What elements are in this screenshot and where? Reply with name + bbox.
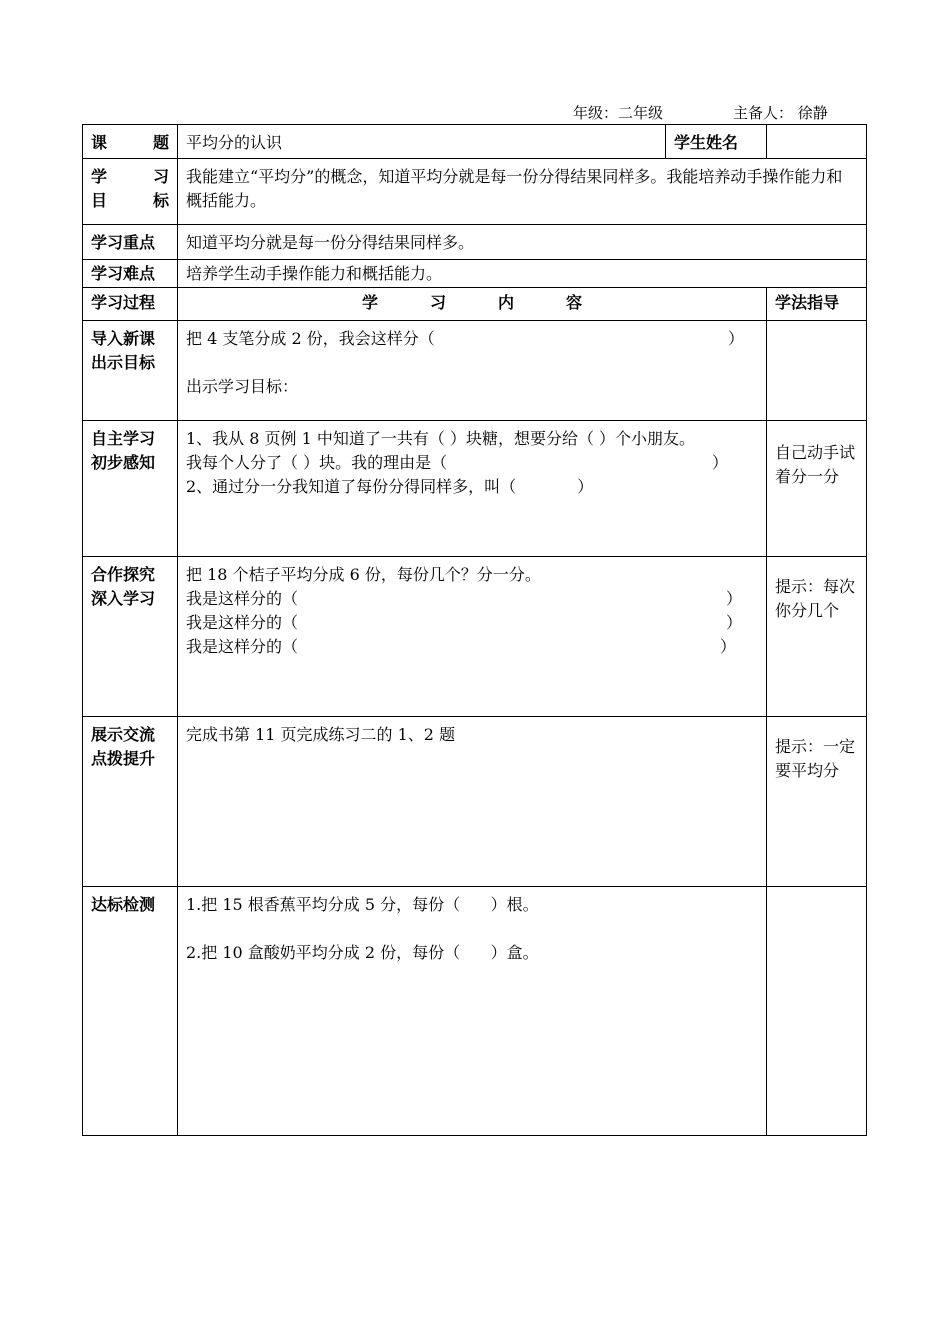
grade-label: 年级：二年级 xyxy=(573,104,664,122)
check-content-cell xyxy=(178,887,767,1136)
intro-line-2: 出示学习目标： xyxy=(186,377,299,396)
topic-label-char-1: 课 xyxy=(91,133,108,152)
intro-label-line-2: 出示目标 xyxy=(91,353,156,372)
cooperate-way-2-close: ） xyxy=(725,613,742,632)
process-label-cell xyxy=(83,288,178,321)
topic-value: 平均分的认识 xyxy=(186,133,283,152)
cooperate-label-line-1: 合作探究 xyxy=(91,565,156,584)
content-header-char-2: 习 xyxy=(429,293,446,312)
process-label: 学习过程 xyxy=(91,293,156,312)
self-study-label-line-1: 自主学习 xyxy=(91,429,156,448)
present-label-cell xyxy=(83,717,178,887)
present-guide: 提示：一定要平均分 xyxy=(775,737,856,780)
difficulty-label: 学习难点 xyxy=(91,264,156,283)
goal-label-char-1: 学 xyxy=(91,167,108,186)
cooperate-way-1 xyxy=(186,587,758,611)
guide-header: 学法指导 xyxy=(775,293,840,312)
focus-label: 学习重点 xyxy=(91,233,156,252)
difficulty-label-cell xyxy=(83,260,178,288)
goal-label-char-2: 习 xyxy=(152,167,169,186)
self-study-line-3: 2、通过分一分我知道了每份分得同样多，叫（ ） xyxy=(186,477,594,496)
present-label-line-2: 点拨提升 xyxy=(91,749,156,768)
student-name-label: 学生姓名 xyxy=(674,133,739,152)
cooperate-way-2 xyxy=(186,611,758,635)
cooperate-guide: 提示：每次你分几个 xyxy=(775,577,856,620)
content-header-char-1: 学 xyxy=(361,293,378,312)
goal-label-char-3: 目 xyxy=(91,191,108,210)
self-study-line-2-close: ） xyxy=(711,453,728,472)
intro-content-cell xyxy=(178,321,767,421)
cooperate-way-3 xyxy=(186,635,758,659)
content-header-cell xyxy=(178,288,767,321)
student-name-field[interactable] xyxy=(767,125,867,159)
self-study-line-2-text: 我每个人分了（ ）块。我的理由是（ xyxy=(186,453,448,472)
row-topic xyxy=(83,125,867,159)
self-study-guide: 自己动手试着分一分 xyxy=(775,443,856,486)
row-check xyxy=(83,887,867,1136)
content-header-char-4: 容 xyxy=(566,293,583,312)
present-content-cell xyxy=(178,717,767,887)
goal-label-char-4: 标 xyxy=(152,191,169,210)
cooperate-way-3-text: 我是这样分的（ xyxy=(186,637,299,656)
self-study-label-line-2: 初步感知 xyxy=(91,453,156,472)
lesson-plan-table xyxy=(82,124,867,1136)
cooperate-way-2-text: 我是这样分的（ xyxy=(186,613,299,632)
present-label-line-1: 展示交流 xyxy=(91,725,156,744)
row-present xyxy=(83,717,867,887)
present-line-1: 完成书第 11 页完成练习二的 1、2 题 xyxy=(186,725,456,744)
topic-label-char-2: 题 xyxy=(152,133,169,152)
goal-value-cell xyxy=(178,159,867,225)
goal-value: 我能建立“平均分”的概念，知道平均分就是每一份分得结果同样多。我能培养动手操作能力和概括能力。 xyxy=(186,167,843,210)
difficulty-value-cell xyxy=(178,260,867,288)
check-guide-cell xyxy=(767,887,867,1136)
cooperate-guide-cell xyxy=(767,557,867,717)
self-study-line-1: 1、我从 8 页例 1 中知道了一共有（ ）块糖，想要分给（ ）个小朋友。 xyxy=(186,429,696,448)
self-study-line-2 xyxy=(186,451,758,475)
present-guide-cell xyxy=(767,717,867,887)
row-process-header xyxy=(83,288,867,321)
guide-header-cell xyxy=(767,288,867,321)
cooperate-content-cell xyxy=(178,557,767,717)
check-line-2: 2.把 10 盒酸奶平均分成 2 份，每份（ ）盒。 xyxy=(186,943,539,962)
row-goal xyxy=(83,159,867,225)
self-study-guide-cell xyxy=(767,421,867,557)
self-study-label-cell xyxy=(83,421,178,557)
preparer-label: 主备人： 徐静 xyxy=(733,104,828,122)
row-intro xyxy=(83,321,867,421)
cooperate-way-3-close: ） xyxy=(719,637,736,656)
intro-guide-cell xyxy=(767,321,867,421)
intro-line-1-close: ） xyxy=(727,329,744,348)
focus-label-cell xyxy=(83,225,178,260)
intro-line-1-text: 把 4 支笔分成 2 份，我会这样分（ xyxy=(186,329,435,348)
intro-label-line-1: 导入新课 xyxy=(91,329,156,348)
row-cooperate xyxy=(83,557,867,717)
topic-value-cell xyxy=(178,125,666,159)
goal-label-cell xyxy=(83,159,178,225)
check-line-1: 1.把 15 根香蕉平均分成 5 分，每份（ ）根。 xyxy=(186,895,539,914)
check-label-cell xyxy=(83,887,178,1136)
student-name-label-cell xyxy=(666,125,767,159)
row-self-study xyxy=(83,421,867,557)
intro-label-cell xyxy=(83,321,178,421)
content-header-char-3: 内 xyxy=(498,293,515,312)
intro-line-1 xyxy=(186,327,758,351)
cooperate-label-line-2: 深入学习 xyxy=(91,589,156,608)
check-label: 达标检测 xyxy=(91,895,156,914)
self-study-content-cell xyxy=(178,421,767,557)
focus-value-cell xyxy=(178,225,867,260)
document-header xyxy=(0,102,950,124)
cooperate-way-1-text: 我是这样分的（ xyxy=(186,589,299,608)
difficulty-value: 培养学生动手操作能力和概括能力。 xyxy=(186,264,443,283)
cooperate-label-cell xyxy=(83,557,178,717)
focus-value: 知道平均分就是每一份分得结果同样多。 xyxy=(186,233,475,252)
topic-label-cell xyxy=(83,125,178,159)
cooperate-way-1-close: ） xyxy=(725,589,742,608)
cooperate-line-1: 把 18 个桔子平均分成 6 份，每份几个？分一分。 xyxy=(186,565,541,584)
row-difficulty xyxy=(83,260,867,288)
row-focus xyxy=(83,225,867,260)
